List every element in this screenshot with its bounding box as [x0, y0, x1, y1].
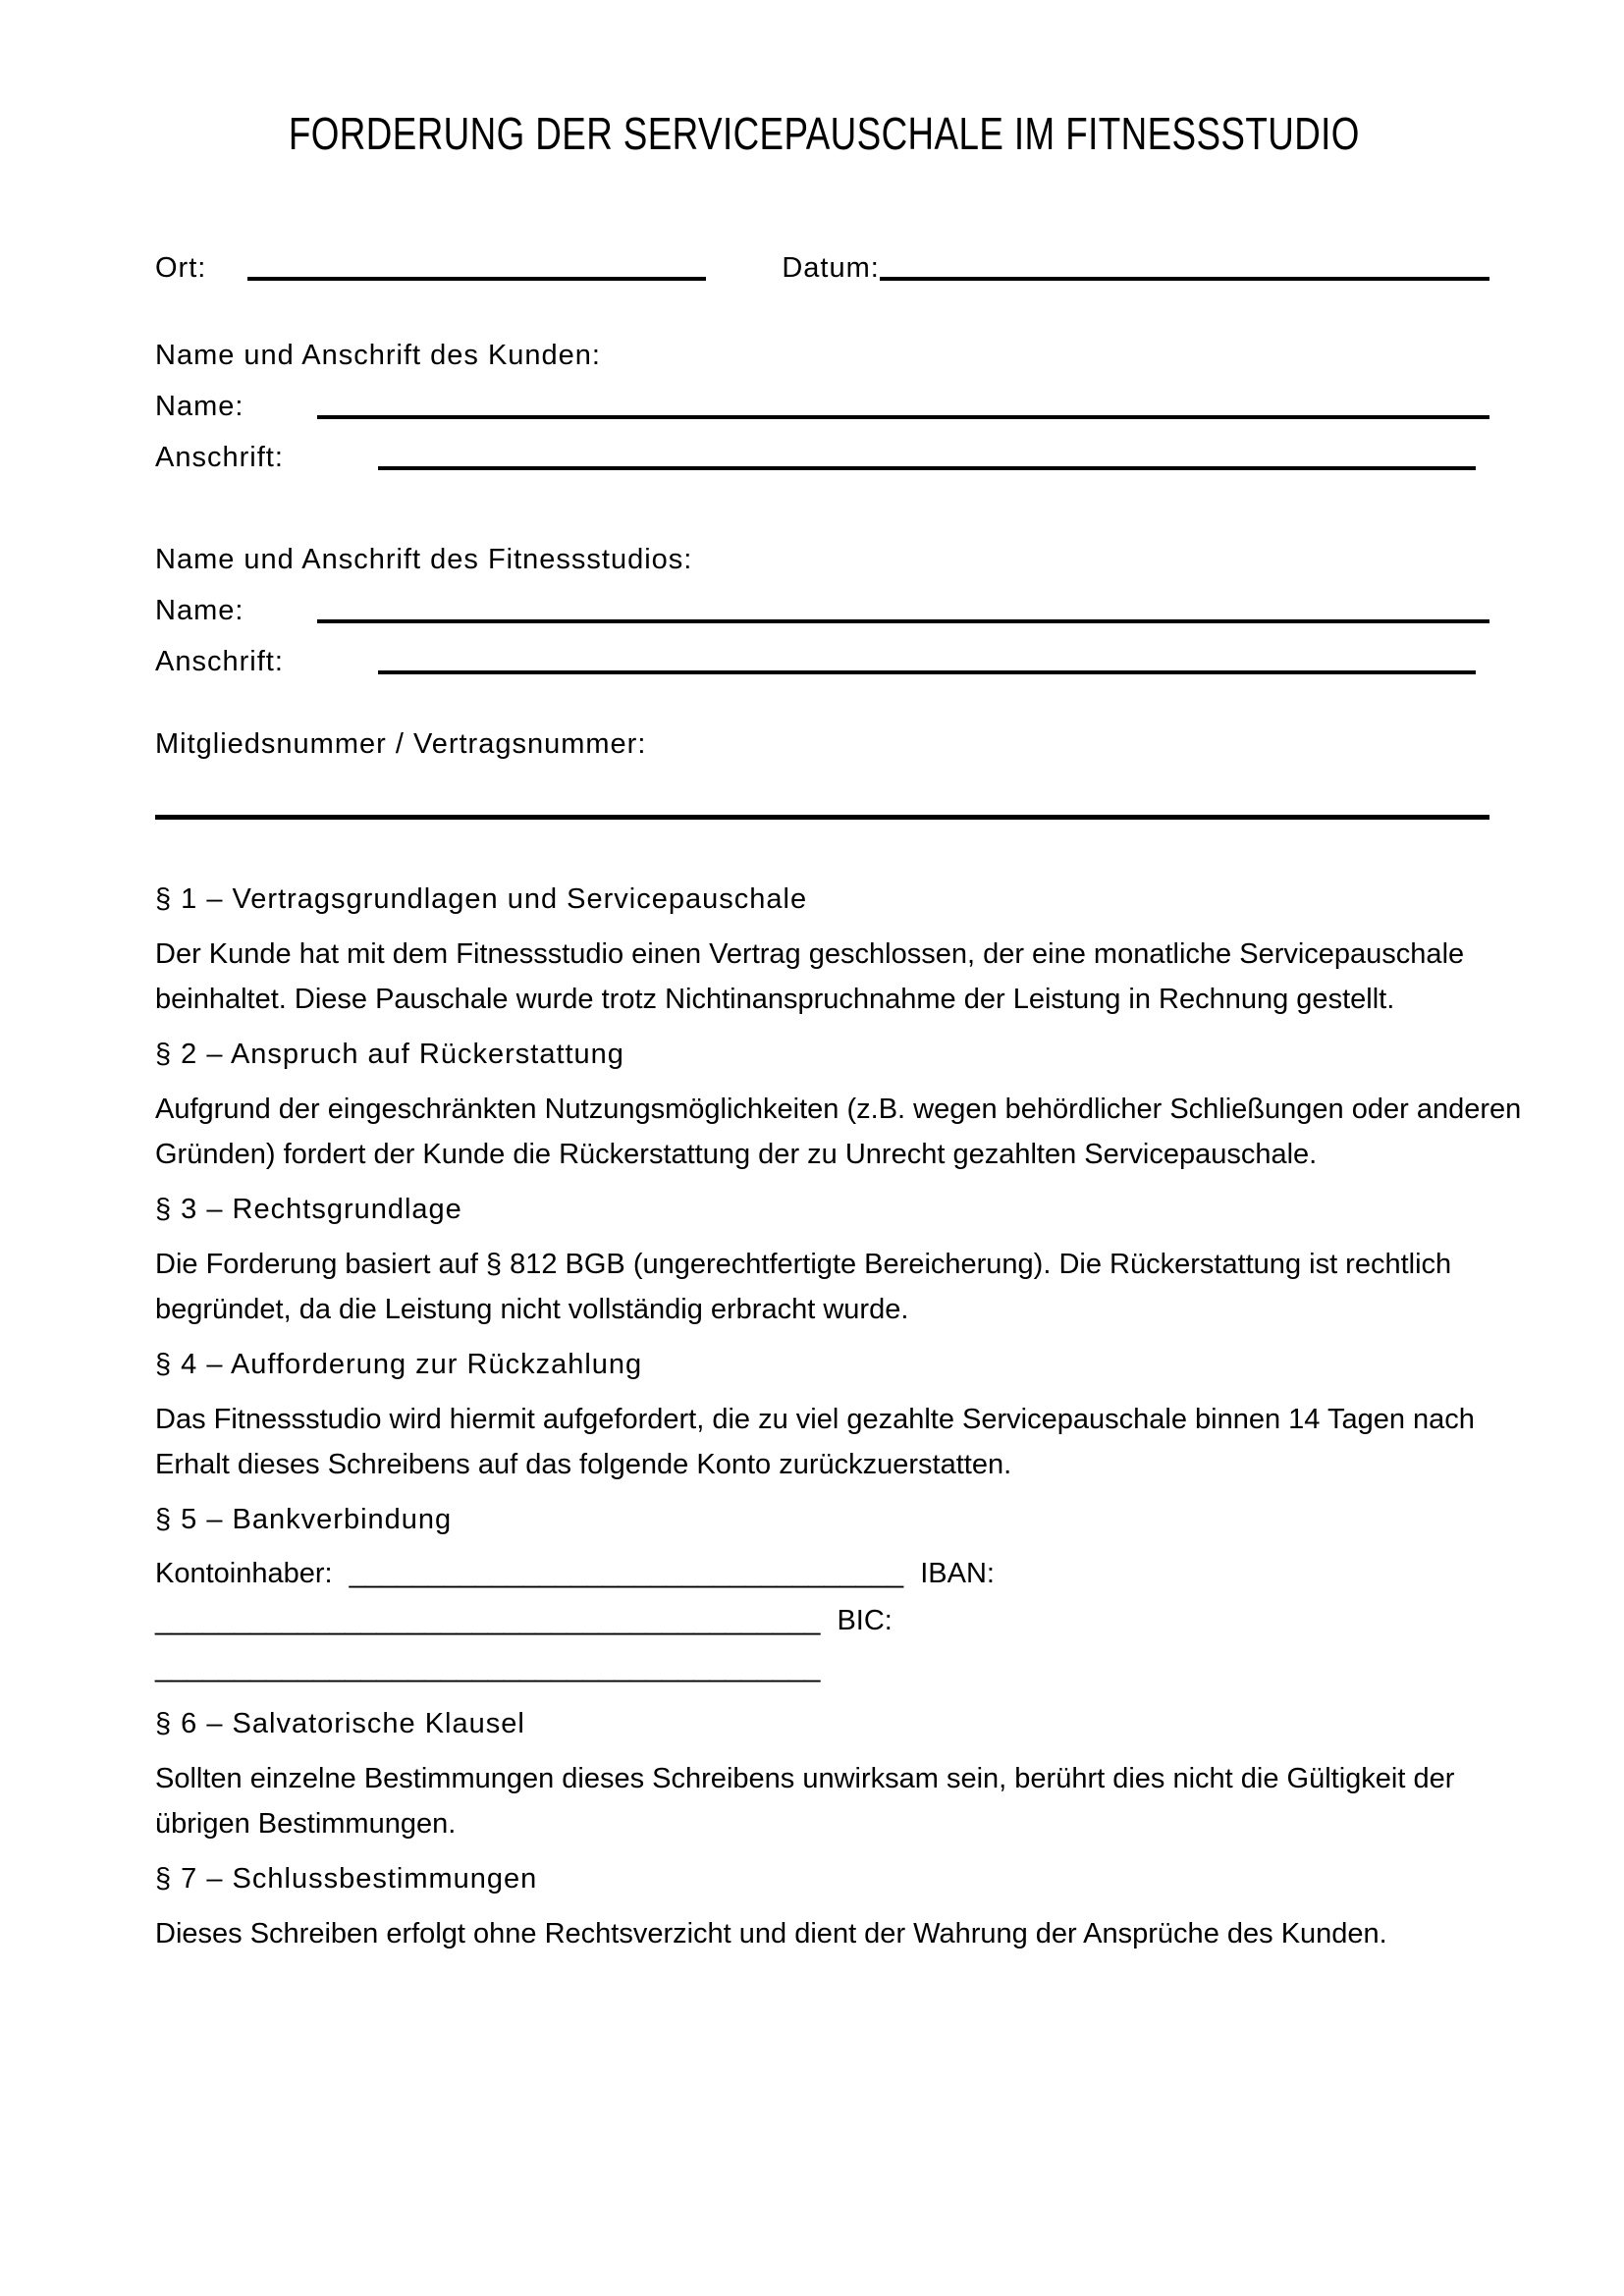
section-4-line-2: Erhalt dieses Schreibens auf das folgende Konto zurückzuerstatten.	[155, 1449, 1012, 1480]
section-6	[155, 1707, 1489, 1846]
section-2-heading: § 2 – Anspruch auf Rückerstattung	[155, 1039, 624, 1070]
bic-input-blank[interactable]: __________________________________________	[155, 1652, 821, 1683]
section-6-line-2: übrigen Bestimmungen.	[155, 1808, 457, 1840]
section-4	[155, 1348, 1489, 1487]
section-7-body	[155, 1911, 1489, 1956]
datum-label: Datum:	[782, 252, 880, 284]
section-1-line-2: beinhaltet. Diese Pauschale wurde trotz Nichtinanspruchnahme der Leistung in Rechnung gestellt.	[155, 984, 1395, 1015]
studio-anschrift-row	[155, 645, 1489, 678]
iban-label: IBAN:	[920, 1558, 995, 1589]
studio-anschrift-label: Anschrift:	[155, 646, 284, 677]
section-7-line-1: Dieses Schreiben erfolgt ohne Rechtsverzicht und dient der Wahrung der Ansprüche des Kunden.	[155, 1918, 1387, 1949]
section-2-line-2: Gründen) fordert der Kunde die Rückerstattung der zu Unrecht gezahlten Servicepauschale.	[155, 1139, 1318, 1170]
customer-heading: Name und Anschrift des Kunden:	[155, 340, 601, 371]
studio-name-row	[155, 594, 1489, 627]
section-3-heading: § 3 – Rechtsgrundlage	[155, 1194, 462, 1225]
studio-name-input-line[interactable]	[317, 594, 1489, 623]
membership-number-block	[155, 727, 1489, 820]
datum-input-line[interactable]	[880, 251, 1489, 281]
section-4-line-1: Das Fitnessstudio wird hiermit aufgefordert, die zu viel gezahlte Servicepauschale binnen 14 Tagen nach	[155, 1404, 1475, 1435]
studio-name-label: Name:	[155, 595, 244, 626]
kontoinhaber-input-blank[interactable]: ___________________________________	[349, 1558, 904, 1589]
section-1-line-1: Der Kunde hat mit dem Fitnessstudio einen Vertrag geschlossen, der eine monatliche Servicepauschale	[155, 938, 1465, 970]
section-7	[155, 1862, 1489, 1956]
section-3-line-1: Die Forderung basiert auf § 812 BGB (ungerechtfertigte Bereicherung). Die Rückerstattung ist rechtlich	[155, 1249, 1452, 1280]
document-title: FORDERUNG DER SERVICEPAUSCHALE IM FITNESSSTUDIO	[288, 108, 1360, 159]
ort-input-line[interactable]	[247, 251, 706, 281]
section-5-bank	[155, 1503, 1489, 1691]
section-6-heading: § 6 – Salvatorische Klausel	[155, 1708, 525, 1739]
kontoinhaber-label: Kontoinhaber:	[155, 1558, 333, 1589]
customer-name-input-line[interactable]	[317, 390, 1489, 419]
customer-address-block	[155, 339, 1489, 474]
section-1-body	[155, 932, 1489, 1022]
bic-label: BIC:	[837, 1605, 893, 1636]
section-2-body	[155, 1087, 1522, 1177]
customer-anschrift-label: Anschrift:	[155, 442, 284, 473]
membership-number-input-line[interactable]	[155, 790, 1489, 820]
section-1	[155, 882, 1489, 1022]
section-4-body	[155, 1397, 1489, 1487]
ort-label: Ort:	[155, 252, 207, 284]
bank-bic-row	[155, 1644, 1489, 1691]
ort-datum-row	[155, 251, 1489, 285]
section-6-line-1: Sollten einzelne Bestimmungen dieses Schreibens unwirksam sein, berührt dies nicht die Gültigkeit der	[155, 1763, 1455, 1794]
section-7-heading: § 7 – Schlussbestimmungen	[155, 1863, 538, 1895]
section-3	[155, 1193, 1489, 1332]
iban-input-blank[interactable]: __________________________________________	[155, 1605, 821, 1636]
bank-kontoinhaber-row	[155, 1550, 1489, 1597]
membership-number-label: Mitgliedsnummer / Vertragsnummer:	[155, 728, 647, 760]
section-4-heading: § 4 – Aufforderung zur Rückzahlung	[155, 1349, 643, 1380]
section-2	[155, 1038, 1522, 1177]
studio-anschrift-input-line[interactable]	[378, 645, 1476, 674]
customer-anschrift-row	[155, 441, 1489, 474]
bank-iban-row	[155, 1597, 1489, 1644]
section-3-line-2: begründet, da die Leistung nicht vollständig erbracht wurde.	[155, 1294, 909, 1325]
customer-name-label: Name:	[155, 391, 244, 422]
customer-anschrift-input-line[interactable]	[378, 441, 1476, 470]
studio-address-block	[155, 543, 1489, 678]
section-6-body	[155, 1756, 1489, 1846]
section-3-body	[155, 1242, 1489, 1332]
section-1-heading: § 1 – Vertragsgrundlagen und Servicepauschale	[155, 883, 808, 915]
studio-heading: Name und Anschrift des Fitnessstudios:	[155, 544, 693, 575]
customer-name-row	[155, 390, 1489, 423]
section-2-line-1: Aufgrund der eingeschränkten Nutzungsmöglichkeiten (z.B. wegen behördlicher Schließungen oder anderen	[155, 1094, 1522, 1125]
section-5-heading: § 5 – Bankverbindung	[155, 1504, 453, 1535]
